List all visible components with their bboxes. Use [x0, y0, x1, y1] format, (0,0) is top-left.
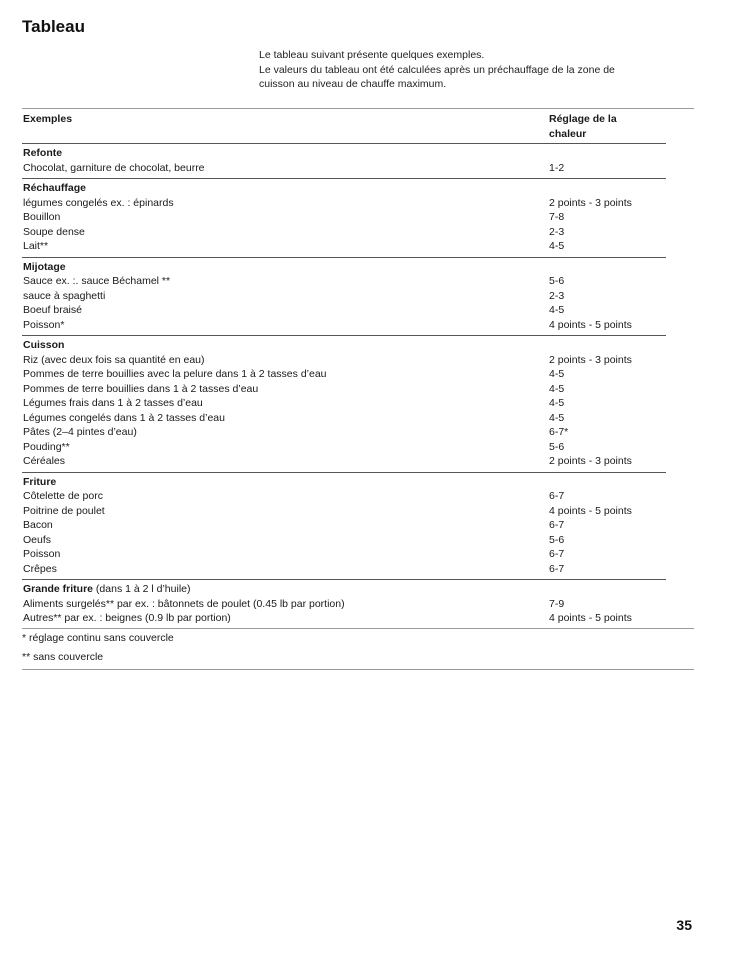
row-heat-setting: 6-7* — [549, 426, 569, 438]
section-heading — [22, 146, 666, 161]
intro-line: Le tableau suivant présente quelques exemples. — [259, 49, 485, 61]
row-heat-setting: 5-6 — [549, 275, 565, 287]
row-heat-setting: 4-5 — [549, 397, 565, 409]
table-body — [22, 108, 666, 629]
footnote-line: ** sans couvercle — [22, 651, 104, 663]
row-example: Soupe dense — [23, 225, 85, 238]
row-heat-setting: 7-8 — [549, 211, 565, 223]
row-example: Bouillon — [23, 211, 61, 223]
section-heading-text — [23, 338, 64, 353]
section-title: Réchauffage — [23, 182, 87, 194]
row-example: Pâtes (2–4 pintes d’eau) — [23, 426, 137, 438]
row-heat-setting: 4 points - 5 points — [549, 504, 632, 517]
row-heat-setting: 2 points - 3 points — [549, 196, 632, 209]
table-header — [22, 108, 666, 143]
table-row — [22, 533, 666, 548]
table-row — [22, 367, 666, 382]
row-example: Pouding** — [23, 440, 70, 453]
row-example: Poisson — [23, 548, 61, 560]
table-row — [22, 239, 666, 254]
intro-text — [259, 48, 699, 92]
header-heat-setting — [549, 112, 649, 141]
section-heading — [22, 475, 666, 490]
table-section — [22, 472, 666, 580]
row-example: Légumes congelés dans 1 à 2 tasses d’eau — [23, 411, 225, 424]
row-heat-setting: 7-9 — [549, 597, 565, 610]
row-heat-setting: 4 points - 5 points — [549, 612, 632, 624]
table-row — [22, 289, 666, 304]
row-example: Lait** — [23, 240, 49, 252]
table-section — [22, 335, 666, 472]
row-example: Boeuf braisé — [23, 304, 82, 316]
section-heading — [22, 181, 666, 196]
section-heading-text — [23, 146, 62, 161]
table-row — [22, 225, 666, 240]
page-title: Tableau — [22, 17, 85, 36]
row-heat-setting: 6-7 — [549, 548, 565, 560]
table-row — [22, 597, 666, 612]
row-example: Sauce ex. :. sauce Béchamel ** — [23, 275, 171, 287]
section-title: Mijotage — [23, 260, 66, 273]
row-example: Autres** par ex. : beignes (0.9 lb par portion) — [23, 612, 231, 624]
header-heat-line1: Réglage de la — [549, 113, 617, 125]
table-row — [22, 518, 666, 533]
table-row — [22, 353, 666, 368]
table-row — [22, 454, 666, 469]
footnote-line: * réglage continu sans couvercle — [22, 632, 174, 644]
row-example: Poisson* — [23, 318, 65, 331]
intro-line: cuisson au niveau de chauffe maximum. — [259, 78, 447, 90]
section-heading — [22, 338, 666, 353]
table-row — [22, 504, 666, 519]
row-heat-setting: 4-5 — [549, 304, 565, 316]
row-heat-setting: 2 points - 3 points — [549, 455, 632, 467]
table-row — [22, 196, 666, 211]
intro-line: Le valeurs du tableau ont été calculées après un préchauffage de la zone de — [259, 63, 615, 76]
table-row — [22, 562, 666, 577]
row-heat-setting: 2 points - 3 points — [549, 353, 632, 366]
table-row — [22, 411, 666, 426]
row-example: Céréales — [23, 455, 66, 467]
row-heat-setting: 6-7 — [549, 562, 565, 575]
table-row — [22, 382, 666, 397]
table-section — [22, 178, 666, 257]
row-example: Côtelette de porc — [23, 490, 103, 502]
row-example: Pommes de terre bouillies avec la pelure dans 1 à 2 tasses d’eau — [23, 368, 327, 380]
table-row — [22, 425, 666, 440]
section-heading — [22, 260, 666, 275]
table-section — [22, 143, 666, 178]
table-row — [22, 274, 666, 289]
table-row — [22, 303, 666, 318]
row-heat-setting: 6-7 — [549, 490, 565, 502]
section-note: (dans 1 à 2 l d’huile) — [93, 583, 191, 595]
row-example: Oeufs — [23, 533, 52, 546]
table-section — [22, 257, 666, 336]
section-title: Refonte — [23, 147, 63, 159]
row-heat-setting: 4-5 — [549, 411, 565, 424]
row-heat-setting: 4-5 — [549, 382, 565, 395]
row-heat-setting: 2-3 — [549, 225, 565, 238]
row-heat-setting: 5-6 — [549, 533, 565, 546]
footnotes — [22, 628, 694, 666]
table-row — [22, 396, 666, 411]
table-row — [22, 489, 666, 504]
section-heading-text — [23, 582, 191, 597]
row-example: Crêpes — [23, 562, 57, 575]
row-heat-setting: 2-3 — [549, 289, 565, 302]
header-heat-line2: chaleur — [549, 127, 587, 140]
row-example: Poitrine de poulet — [23, 504, 105, 517]
row-example: légumes congelés ex. : épinards — [23, 196, 174, 209]
row-example: Riz (avec deux fois sa quantité en eau) — [23, 353, 205, 366]
table-row — [22, 440, 666, 455]
row-example: Aliments surgelés** par ex. : bâtonnets de poulet (0.45 lb par portion) — [23, 597, 345, 610]
table-row — [22, 611, 666, 626]
row-heat-setting: 5-6 — [549, 440, 565, 453]
row-heat-setting: 1-2 — [549, 161, 565, 174]
settings-table — [22, 108, 694, 629]
section-title: Cuisson — [23, 339, 65, 351]
header-examples: Exemples — [23, 113, 73, 125]
row-example: sauce à spaghetti — [23, 289, 106, 302]
row-example: Légumes frais dans 1 à 2 tasses d’eau — [23, 397, 203, 409]
row-heat-setting: 4 points - 5 points — [549, 318, 632, 331]
table-row — [22, 161, 666, 176]
row-heat-setting: 6-7 — [549, 519, 565, 531]
section-heading-text — [23, 260, 66, 275]
section-title: Grande friture — [23, 583, 94, 595]
footnote-bottom-rule — [22, 669, 694, 670]
row-heat-setting: 4-5 — [549, 368, 565, 380]
table-row — [22, 210, 666, 225]
row-example: Chocolat, garniture de chocolat, beurre — [23, 161, 205, 174]
table-row — [22, 547, 666, 562]
section-heading-text — [23, 181, 86, 196]
section-heading — [22, 582, 666, 597]
row-example: Bacon — [23, 519, 53, 531]
page-number: 35 — [676, 917, 692, 933]
table-row — [22, 318, 666, 333]
table-section — [22, 579, 666, 629]
row-example: Pommes de terre bouillies dans 1 à 2 tasses d’eau — [23, 382, 259, 395]
section-title: Friture — [23, 475, 57, 488]
row-heat-setting: 4-5 — [549, 240, 565, 252]
section-heading-text — [23, 475, 56, 490]
